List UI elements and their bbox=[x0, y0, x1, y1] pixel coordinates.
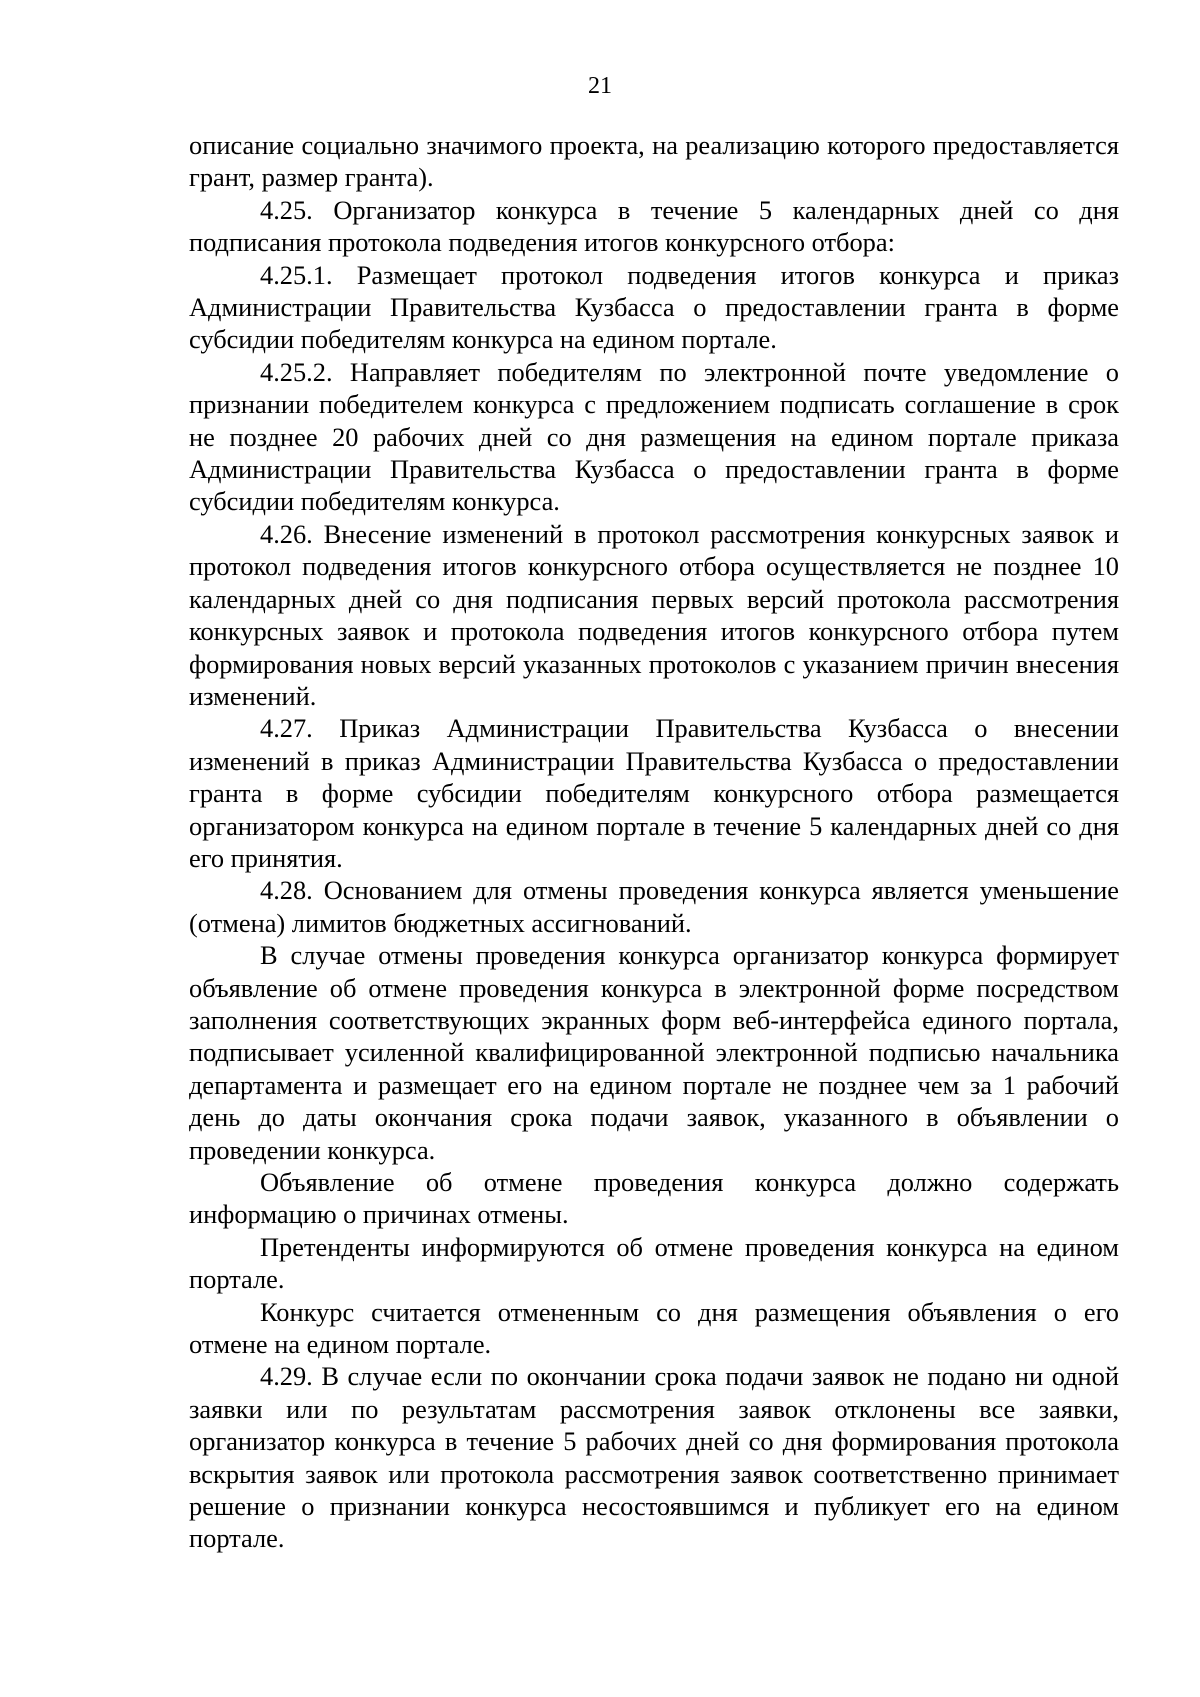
document-body bbox=[189, 129, 1119, 1555]
paragraph-4-27: 4.27. Приказ Администрации Правительства Кузбасса о внесении изменений в приказ Администрации Правительства Кузбасса о предоставлении гранта в форме субсидии победителям конкурсного отбора размещается организатором конкурса на едином портале в течение 5 календарных дней со дня его принятия. bbox=[189, 713, 1119, 873]
paragraph-4-25: 4.25. Организатор конкурса в течение 5 календарных дней со дня подписания протокола подведения итогов конкурсного отбора: bbox=[189, 194, 1119, 258]
paragraph: описание социально значимого проекта, на реализацию которого предоставляется грант, размер гранта). bbox=[189, 130, 1119, 193]
paragraph-cancellation-notice: Объявление об отмене проведения конкурса должно содержать информацию о причинах отмены. bbox=[189, 1167, 1119, 1230]
paragraph-4-29: 4.29. В случае если по окончании срока подачи заявок не подано ни одной заявки или по результатам рассмотрения заявок отклонены все заявки, организатор конкурса в течение 5 рабочих дней со дня формирования протокола вскрытия заявок или протокола рассмотрения заявок соответственно принимает решение о признании конкурса несостоявшимся и публикует его на едином портале. bbox=[189, 1361, 1119, 1554]
paragraph-4-28: 4.28. Основанием для отмены проведения конкурса является уменьшение (отмена) лимитов бюджетных ассигнований. bbox=[189, 875, 1119, 938]
paragraph-4-25-1: 4.25.1. Размещает протокол подведения итогов конкурса и приказ Администрации Правительства Кузбасса о предоставлении гранта в форме субсидии победителям конкурса на едином портале. bbox=[189, 259, 1119, 355]
paragraph-cancellation: В случае отмены проведения конкурса организатор конкурса формирует объявление об отмене проведения конкурса в электронной форме посредством заполнения соответствующих экранных форм веб-интерфейса единого портала, подписывает усиленной квалифицированной электронной подписью начальника департамента и размещает его на едином портале не позднее чем за 1 рабочий день до даты окончания срока подачи заявок, указанного в объявлении о проведении конкурса. bbox=[189, 940, 1119, 1165]
paragraph-4-25-2: 4.25.2. Направляет победителям по электронной почте уведомление о признании победителем конкурса с предложением подписать соглашение в срок не позднее 20 рабочих дней со дня размещения на едином портале приказа Администрации Правительства Кузбасса о предоставлении гранта в форме субсидии победителям конкурса. bbox=[189, 356, 1119, 517]
paragraph-applicants-informed: Претенденты информируются об отмене проведения конкурса на едином портале. bbox=[189, 1231, 1119, 1295]
paragraph-contest-cancelled: Конкурс считается отмененным со дня размещения объявления о его отмене на едином портале. bbox=[189, 1296, 1119, 1360]
paragraph-4-26: 4.26. Внесение изменений в протокол рассмотрения конкурсных заявок и протокол подведения итогов конкурсного отбора осуществляется не позднее 10 календарных дней со дня подписания первых версий протокола рассмотрения конкурсных заявок и протокола подведения итогов конкурсного отбора путем формирования новых версий указанных протоколов с указанием причин внесения изменений. bbox=[189, 518, 1119, 711]
page-number: 21 bbox=[588, 73, 612, 99]
